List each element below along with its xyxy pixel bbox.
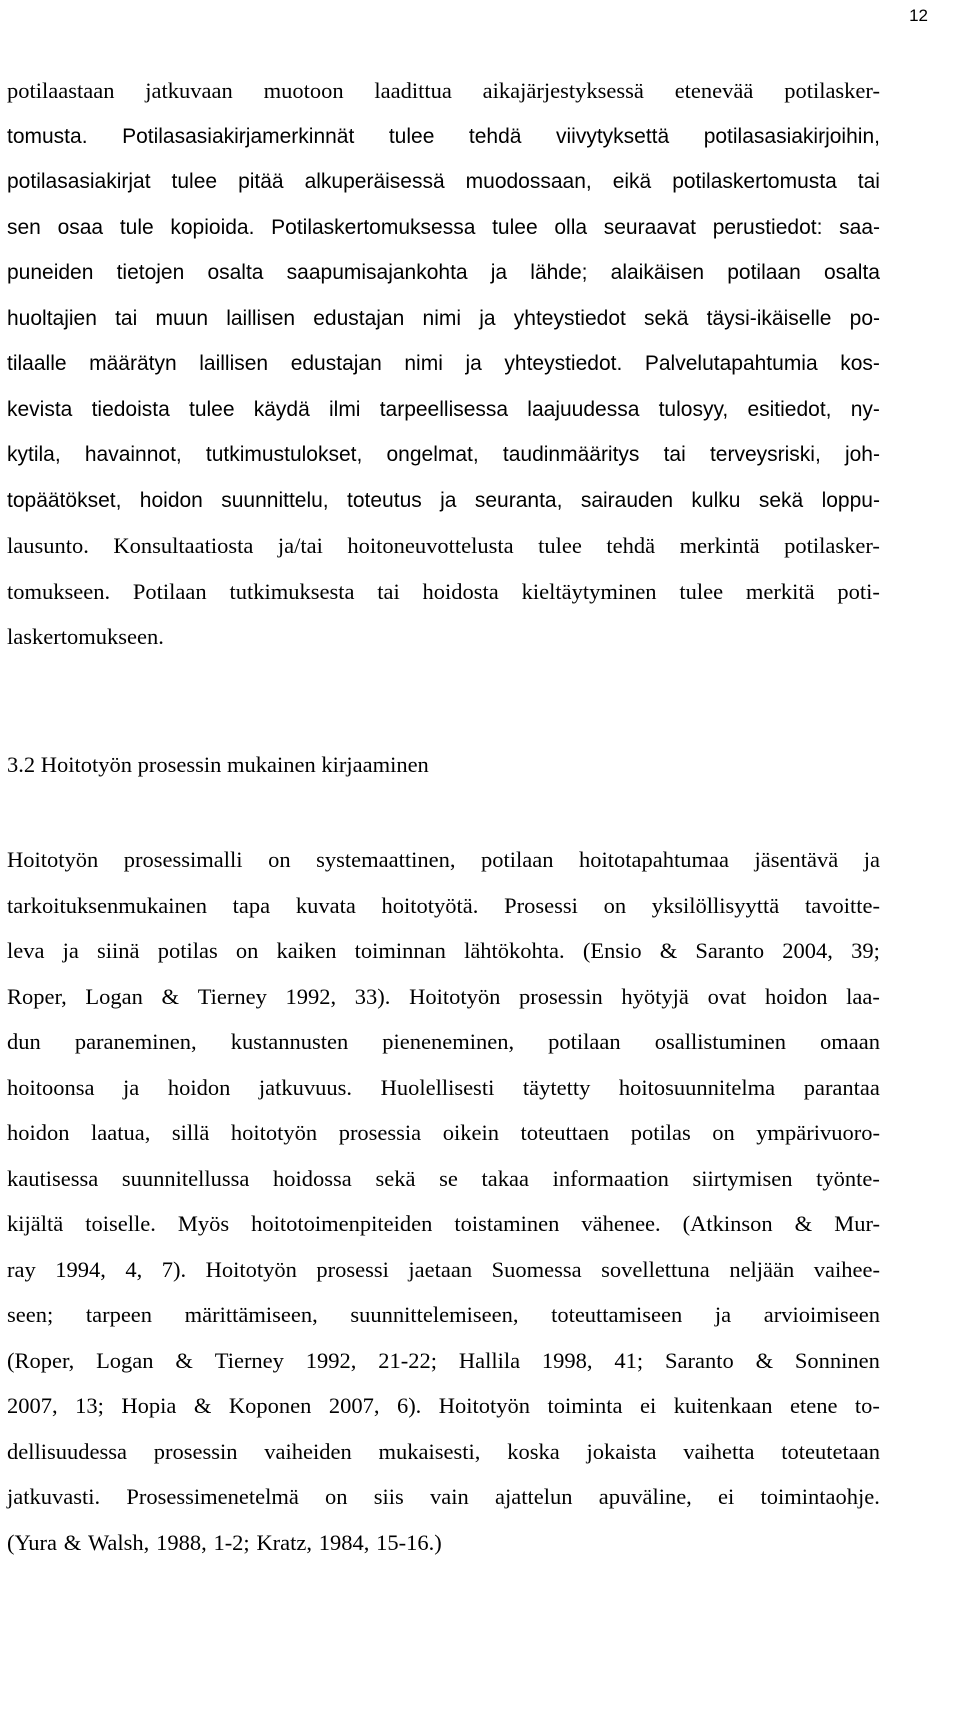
word: 13; bbox=[75, 1393, 104, 1418]
word: osallistuminen bbox=[654, 1029, 786, 1054]
word: ja bbox=[465, 352, 482, 375]
word: toiminnan bbox=[354, 938, 446, 963]
word: saapumisajankohta bbox=[286, 261, 468, 284]
word: alaikäisen bbox=[610, 261, 705, 284]
word: hoidon bbox=[764, 983, 828, 1009]
word: laskertomukseen. bbox=[7, 624, 164, 649]
word: & bbox=[175, 1347, 193, 1373]
word: hoitoonsa bbox=[7, 1074, 95, 1100]
word: käydä bbox=[253, 397, 310, 421]
word: hyötyjä bbox=[621, 983, 689, 1009]
word: toiminta bbox=[547, 1393, 623, 1418]
word: Konsultaatiosta bbox=[113, 533, 254, 558]
word: pieneneminen, bbox=[382, 1029, 515, 1054]
word: parantaa bbox=[803, 1074, 880, 1100]
spacer bbox=[7, 787, 880, 837]
text-line bbox=[7, 1429, 880, 1475]
spacer bbox=[7, 660, 880, 742]
word: ny- bbox=[850, 397, 880, 421]
word: potilas bbox=[157, 938, 218, 963]
text-line bbox=[7, 883, 880, 929]
word: Palvelutapahtumia bbox=[644, 352, 818, 375]
word: tomukseen. bbox=[7, 578, 111, 604]
word: potilasasiakirjat bbox=[7, 170, 151, 193]
word: hoidosta bbox=[422, 578, 499, 604]
word: prosessin bbox=[519, 983, 603, 1009]
word: neljään bbox=[729, 1256, 795, 1282]
word: Hallila bbox=[458, 1347, 521, 1373]
word: Mur- bbox=[834, 1211, 880, 1236]
text-line bbox=[7, 928, 880, 974]
word: kevista bbox=[7, 397, 73, 421]
word: etenevää bbox=[674, 78, 754, 103]
word: jaetaan bbox=[408, 1256, 473, 1282]
text-line bbox=[7, 1110, 880, 1156]
word: joh- bbox=[844, 443, 880, 466]
word: on bbox=[235, 938, 259, 963]
text-line bbox=[7, 614, 880, 660]
word: yhteystiedot bbox=[513, 306, 626, 330]
word: tulosyy, bbox=[658, 397, 729, 421]
word: siis bbox=[373, 1484, 404, 1509]
word: omaan bbox=[820, 1029, 880, 1054]
word: hoitotyön bbox=[230, 1120, 318, 1145]
word: suunnittelu, bbox=[221, 488, 329, 512]
word: edustajan bbox=[313, 306, 405, 330]
word: kaiken bbox=[276, 938, 337, 963]
word: hoidon bbox=[167, 1074, 231, 1100]
word: merkintä bbox=[679, 533, 760, 558]
word: terveysriski, bbox=[709, 443, 821, 466]
word: tietojen bbox=[116, 261, 185, 284]
word: seuranta, bbox=[474, 488, 563, 512]
word: Hoitotyön bbox=[409, 983, 501, 1009]
word: 1992, bbox=[285, 983, 337, 1009]
word: hoidon bbox=[7, 1120, 70, 1145]
word: leva bbox=[7, 938, 45, 963]
word: lähtökohta. bbox=[464, 938, 565, 963]
word: & bbox=[755, 1347, 774, 1373]
word: ja bbox=[62, 938, 79, 963]
word: 21-22; bbox=[378, 1347, 437, 1373]
word: tilaalle bbox=[7, 352, 67, 375]
word: 1998, bbox=[541, 1347, 593, 1373]
word: systemaattinen, bbox=[316, 847, 456, 872]
text-line bbox=[7, 837, 880, 883]
word: to- bbox=[854, 1393, 880, 1418]
word: vaihetta bbox=[683, 1438, 755, 1464]
word: toteutus bbox=[347, 488, 422, 512]
word: Tierney bbox=[214, 1347, 284, 1373]
word: Potilasasiakirjamerkinnät bbox=[122, 124, 355, 148]
word: 15-16.) bbox=[376, 1529, 442, 1555]
word: apuväline, bbox=[598, 1484, 692, 1509]
word: siirtymisen bbox=[692, 1165, 793, 1191]
word: Logan bbox=[85, 983, 143, 1009]
word: jokaista bbox=[586, 1438, 657, 1464]
word: tai bbox=[115, 306, 138, 330]
word: ja bbox=[479, 306, 496, 330]
word: 1992, bbox=[305, 1347, 357, 1373]
word: on bbox=[712, 1120, 735, 1145]
word: märittämiseen, bbox=[184, 1302, 318, 1327]
word: Koponen bbox=[228, 1393, 312, 1418]
word: pitää bbox=[238, 170, 284, 193]
word: tutkimustulokset, bbox=[205, 443, 363, 466]
text-line bbox=[7, 250, 880, 296]
word: tulee bbox=[171, 170, 218, 193]
word: havainnot, bbox=[84, 443, 182, 466]
word: nimi bbox=[404, 352, 443, 375]
word: poti- bbox=[837, 578, 880, 604]
word: tutkimuksesta bbox=[229, 578, 355, 604]
word: hoitotoimenpiteiden bbox=[251, 1211, 433, 1236]
word: ja bbox=[490, 261, 508, 284]
word: ovat bbox=[707, 983, 747, 1009]
word: kulku bbox=[691, 488, 741, 512]
word: alkuperäisessä bbox=[304, 170, 445, 193]
word: Sonninen bbox=[794, 1347, 880, 1373]
word: informaation bbox=[552, 1165, 669, 1191]
word: laillisen bbox=[199, 352, 269, 375]
word: laa- bbox=[846, 983, 880, 1009]
word: 1988, bbox=[156, 1529, 207, 1555]
word: Huolellisesti bbox=[380, 1074, 495, 1100]
word: tai bbox=[663, 443, 686, 466]
word: Myös bbox=[177, 1211, 230, 1236]
word: ja/tai bbox=[277, 533, 323, 558]
word: paraneminen, bbox=[74, 1029, 197, 1054]
word: perustiedot: bbox=[712, 215, 823, 239]
word: siinä bbox=[97, 938, 140, 963]
word: täytetty bbox=[522, 1074, 591, 1100]
word: huoltajien bbox=[7, 306, 97, 330]
word: suunnitellussa bbox=[121, 1165, 250, 1191]
word: kos- bbox=[840, 352, 880, 375]
word: potilaskertomusta bbox=[672, 170, 837, 193]
word: nimi bbox=[422, 306, 462, 330]
word: ympärivuoro- bbox=[756, 1120, 880, 1145]
word: sairauden bbox=[580, 488, 674, 512]
word: yksilöllisyyttä bbox=[651, 892, 780, 918]
word: viivytyksettä bbox=[555, 124, 670, 148]
word: potilaan bbox=[480, 847, 554, 872]
word: prosessin bbox=[153, 1438, 238, 1464]
text-line bbox=[7, 1247, 880, 1293]
text-line bbox=[7, 1520, 880, 1566]
word: hoidossa bbox=[273, 1165, 352, 1191]
word: osalta bbox=[207, 261, 264, 284]
word: Saranto bbox=[664, 1347, 734, 1373]
word: kuvata bbox=[295, 892, 356, 918]
word: ja bbox=[863, 847, 880, 872]
word: 33). bbox=[354, 983, 391, 1009]
text-line bbox=[7, 296, 880, 342]
text-line bbox=[7, 159, 880, 205]
word: & bbox=[193, 1393, 212, 1418]
word: oikein bbox=[442, 1120, 499, 1145]
word: kuitenkaan bbox=[673, 1393, 773, 1418]
word: Hoitotyön bbox=[205, 1256, 297, 1282]
word: tulee bbox=[492, 215, 538, 239]
word: taudinmääritys bbox=[502, 443, 640, 466]
word: muun bbox=[155, 306, 208, 330]
word: kijältä bbox=[7, 1211, 64, 1236]
word: 39; bbox=[851, 938, 880, 963]
word: tavoitte- bbox=[805, 892, 880, 918]
word: Kratz, bbox=[256, 1529, 313, 1555]
word: toimintaohje. bbox=[760, 1484, 880, 1509]
word: dun bbox=[7, 1029, 41, 1054]
word: laajuudessa bbox=[527, 397, 640, 421]
word: ei bbox=[718, 1484, 735, 1509]
word: aikajärjestyksessä bbox=[482, 78, 644, 103]
word: 1984, bbox=[318, 1529, 370, 1555]
text-line bbox=[7, 432, 880, 478]
text-line bbox=[7, 341, 880, 387]
word: jäsentävä bbox=[754, 847, 839, 872]
word: eikä bbox=[612, 170, 652, 193]
word: ajattelun bbox=[495, 1484, 573, 1509]
word: seuraavat bbox=[603, 215, 696, 239]
word: 1-2; bbox=[213, 1529, 250, 1555]
word: on bbox=[325, 1484, 348, 1509]
word: tehdä bbox=[468, 124, 522, 148]
word: kytila, bbox=[7, 443, 61, 466]
word: Logan bbox=[96, 1347, 154, 1373]
word: ei bbox=[640, 1393, 657, 1418]
word: etene bbox=[789, 1393, 838, 1418]
word: Hopia bbox=[121, 1393, 177, 1418]
word: on bbox=[603, 892, 627, 918]
word: prosessi bbox=[316, 1256, 389, 1282]
word: tai bbox=[857, 170, 880, 193]
word: 4, bbox=[125, 1256, 143, 1282]
word: edustajan bbox=[290, 352, 382, 375]
word: (Roper, bbox=[7, 1347, 75, 1373]
word: merkitä bbox=[745, 578, 815, 604]
word: takaa bbox=[481, 1165, 529, 1191]
paragraph-nursing-process bbox=[7, 837, 880, 1565]
word: (Ensio bbox=[582, 938, 642, 963]
word: ilmi bbox=[328, 397, 361, 421]
word: topäätökset, bbox=[7, 488, 122, 512]
word: määrätyn bbox=[89, 352, 177, 375]
word: hoitosuunnitelma bbox=[618, 1074, 776, 1100]
word: Prosessimenetelmä bbox=[126, 1484, 299, 1509]
word: Roper, bbox=[7, 983, 67, 1009]
word: ja bbox=[123, 1074, 140, 1100]
word: ongelmat, bbox=[386, 443, 479, 466]
word: tomusta. bbox=[7, 124, 88, 148]
word: sovellettuna bbox=[601, 1256, 710, 1282]
text-line bbox=[7, 523, 880, 569]
word: tulee bbox=[679, 578, 724, 604]
word: vaiheiden bbox=[264, 1438, 352, 1464]
word: Suomessa bbox=[491, 1256, 582, 1282]
word: potilasasiakirjoihin, bbox=[703, 124, 880, 148]
word: toistaminen bbox=[454, 1211, 560, 1236]
word: prosessimalli bbox=[123, 847, 243, 872]
word: 2004, bbox=[782, 938, 833, 963]
word: tapa bbox=[232, 892, 271, 918]
word: Hoitotyön bbox=[438, 1393, 531, 1418]
word: yhteystiedot. bbox=[504, 352, 623, 375]
word: laillisen bbox=[226, 306, 296, 330]
word: & bbox=[794, 1211, 813, 1236]
word: 6). bbox=[396, 1393, 422, 1418]
word: kopioida. bbox=[170, 215, 255, 239]
word: on bbox=[268, 847, 291, 872]
word: toteutetaan bbox=[781, 1438, 880, 1464]
word: 7). bbox=[161, 1256, 187, 1282]
word: hoitotyötä. bbox=[381, 892, 479, 918]
text-line bbox=[7, 478, 880, 524]
text-line bbox=[7, 387, 880, 433]
word: tulee bbox=[538, 533, 582, 558]
word: kieltäytyminen bbox=[521, 578, 657, 604]
word: kustannusten bbox=[230, 1029, 349, 1054]
word: 41; bbox=[614, 1347, 644, 1373]
word: ray bbox=[7, 1256, 36, 1282]
word: mukaisesti, bbox=[378, 1438, 481, 1464]
text-line bbox=[7, 1156, 880, 1202]
word: vaihee- bbox=[813, 1256, 880, 1282]
word: muodossaan, bbox=[465, 170, 592, 193]
word: & bbox=[659, 938, 678, 963]
text-line bbox=[7, 1338, 880, 1384]
text-line bbox=[7, 1201, 880, 1247]
word: prosessia bbox=[338, 1120, 422, 1145]
word: esitiedot, bbox=[747, 397, 832, 421]
word: Potilaan bbox=[132, 578, 207, 604]
document-body bbox=[7, 68, 880, 1565]
word: laatua, bbox=[91, 1120, 151, 1145]
word: toiselle. bbox=[85, 1211, 156, 1236]
word: seen; bbox=[7, 1302, 54, 1327]
word: osalta bbox=[823, 261, 880, 284]
word: muotoon bbox=[263, 78, 344, 103]
word: 2007, bbox=[7, 1393, 58, 1418]
word: tarpeellisessa bbox=[379, 397, 509, 421]
word: (Atkinson bbox=[682, 1211, 773, 1236]
word: koska bbox=[507, 1438, 560, 1464]
word: vähenee. bbox=[581, 1211, 661, 1236]
word: arvioimiseen bbox=[763, 1302, 880, 1327]
word: 1994, bbox=[55, 1256, 106, 1282]
word: saa- bbox=[839, 215, 880, 239]
word: lähde; bbox=[530, 261, 588, 284]
word: Prosessi bbox=[504, 892, 578, 918]
word: potilaan bbox=[548, 1029, 621, 1054]
page-number: 12 bbox=[909, 6, 928, 25]
word: tai bbox=[377, 578, 400, 604]
word: olla bbox=[554, 215, 588, 239]
word: puneiden bbox=[7, 261, 94, 284]
word: tulee bbox=[188, 397, 235, 421]
word: jatkuvaan bbox=[145, 78, 233, 103]
word: tulee bbox=[388, 124, 435, 148]
word: Walsh, bbox=[88, 1529, 150, 1555]
text-line bbox=[7, 1019, 880, 1065]
word: Tierney bbox=[197, 983, 267, 1009]
word: potilas bbox=[630, 1120, 691, 1145]
text-line bbox=[7, 114, 880, 160]
text-line bbox=[7, 1292, 880, 1338]
word: tehdä bbox=[606, 533, 656, 558]
word: potilasker- bbox=[784, 533, 880, 558]
word: potilasker- bbox=[784, 78, 880, 103]
word: & bbox=[161, 983, 180, 1009]
text-line bbox=[7, 1474, 880, 1520]
word: toteuttaen bbox=[520, 1120, 610, 1145]
word: Potilaskertomuksessa bbox=[271, 215, 476, 239]
word: potilaan bbox=[727, 261, 801, 284]
word: (Yura bbox=[7, 1529, 57, 1555]
word: se bbox=[439, 1165, 458, 1191]
word: kautisessa bbox=[7, 1165, 99, 1191]
word: ja bbox=[440, 488, 457, 512]
word: jatkuvuus. bbox=[258, 1074, 353, 1100]
word: & bbox=[63, 1529, 82, 1555]
word: sekä bbox=[644, 306, 689, 330]
word: sekä bbox=[375, 1165, 416, 1191]
text-line bbox=[7, 1383, 880, 1429]
section-heading: 3.2 Hoitotyön prosessin mukainen kirjaaminen bbox=[7, 751, 429, 777]
word: ja bbox=[714, 1302, 732, 1327]
word: sen bbox=[7, 215, 41, 239]
word: tule bbox=[119, 215, 154, 239]
word: Saranto bbox=[695, 938, 765, 963]
text-line bbox=[7, 569, 880, 615]
word: tarpeen bbox=[85, 1302, 153, 1327]
word: hoitotapahtumaa bbox=[579, 847, 729, 872]
word: tarkoituksenmukainen bbox=[7, 892, 207, 918]
word: tiedoista bbox=[91, 397, 170, 421]
word: vain bbox=[430, 1484, 469, 1509]
word: po- bbox=[849, 306, 880, 330]
word: laadittua bbox=[374, 78, 452, 103]
word: hoitoneuvottelusta bbox=[347, 533, 514, 558]
word: toteuttamiseen bbox=[551, 1302, 683, 1327]
paragraph-records bbox=[7, 68, 880, 660]
word: lausunto. bbox=[7, 533, 89, 558]
word: jatkuvasti. bbox=[7, 1484, 101, 1509]
word: potilaastaan bbox=[7, 78, 115, 103]
word: sekä bbox=[758, 488, 804, 512]
word: täysi-ikäiselle bbox=[706, 306, 832, 330]
text-line bbox=[7, 974, 880, 1020]
text-line bbox=[7, 205, 880, 251]
word: hoidon bbox=[139, 488, 203, 512]
word: työnte- bbox=[816, 1165, 880, 1191]
word: Hoitotyön bbox=[7, 847, 99, 872]
word: sillä bbox=[171, 1120, 210, 1145]
text-line bbox=[7, 1065, 880, 1111]
text-line bbox=[7, 68, 880, 114]
word: 2007, bbox=[328, 1393, 380, 1418]
word: suunnittelemiseen, bbox=[350, 1302, 519, 1327]
word: osaa bbox=[57, 215, 104, 239]
word: dellisuudessa bbox=[7, 1438, 127, 1464]
word: loppu- bbox=[821, 488, 880, 512]
